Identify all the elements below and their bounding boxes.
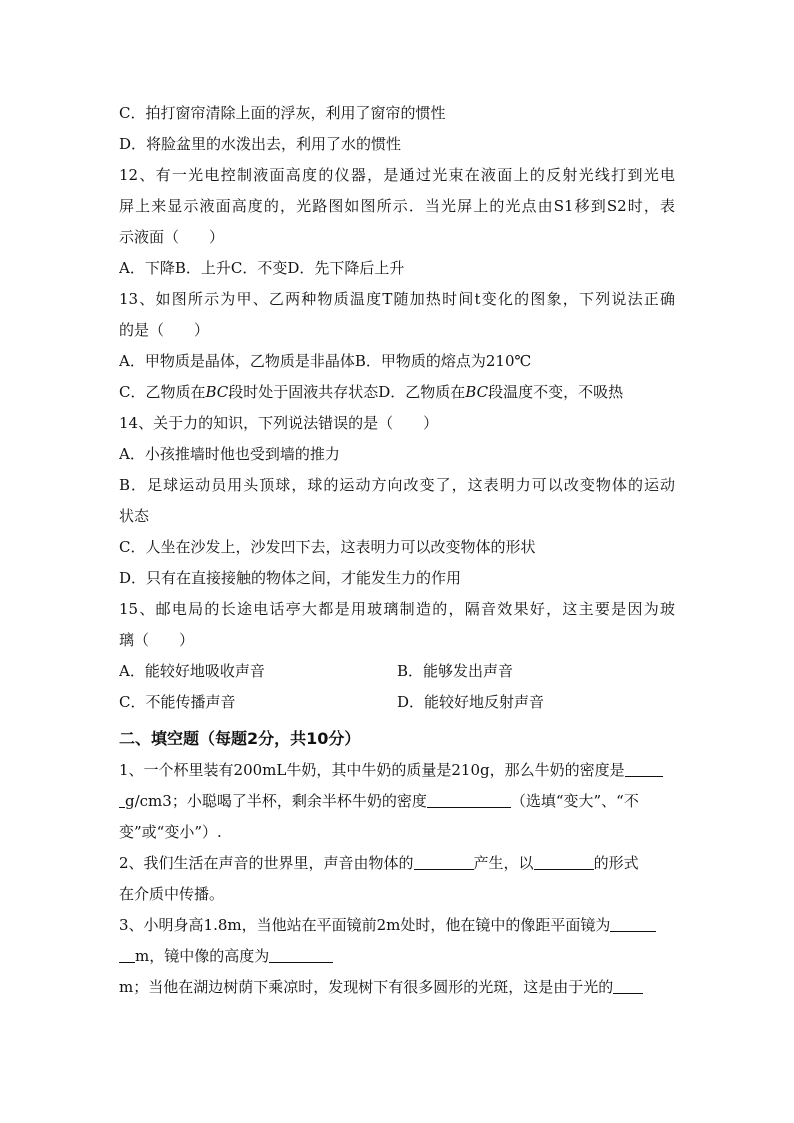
q14-stem: 14、关于力的知识，下列说法错误的是（ ） bbox=[119, 414, 439, 432]
answer-blank bbox=[613, 973, 643, 994]
answer-blank bbox=[610, 911, 656, 932]
answer-blank bbox=[269, 942, 333, 963]
q15-options-row-1 bbox=[119, 656, 675, 687]
q11-option-d: D．将脸盆里的水泼出去，利用了水的惯性 bbox=[119, 135, 402, 153]
fill1-text-1: 1、一个杯里装有200mL牛奶，其中牛奶的质量是210g，那么牛奶的密度是 bbox=[119, 761, 625, 779]
q12-stem-line-1: 12、有一光电控制液面高度的仪器，是通过光束在液面上的反射光线打到光电 bbox=[119, 166, 675, 184]
q14-option-d: D．只有在直接接触的物体之间，才能发生力的作用 bbox=[119, 569, 462, 587]
q13-option-c-middle: 段时处于固液共存状态D．乙物质在 bbox=[228, 383, 466, 401]
q13-segment-label: BC bbox=[465, 383, 489, 401]
page-content bbox=[119, 98, 675, 1003]
fill3-text-2: m，镜中像的高度为 bbox=[135, 947, 270, 965]
q13-options-ab: A．甲物质是晶体，乙物质是非晶体B．甲物质的熔点为210℃ bbox=[119, 352, 532, 370]
fill3-line-3 bbox=[119, 972, 675, 1003]
fill2-line-2: 在介质中传播。 bbox=[119, 885, 225, 903]
q12-options: A．下降B．上升C．不变D．先下降后上升 bbox=[119, 259, 405, 277]
q14-option-b-line-1: B．足球运动员用头顶球，球的运动方向改变了，这表明力可以改变物体的运动 bbox=[119, 476, 675, 494]
fill2-text-1: 2、我们生活在声音的世界里，声音由物体的 bbox=[119, 854, 414, 872]
fill1-text-2: g/cm3；小聪喝了半杯，剩余半杯牛奶的密度 bbox=[125, 792, 427, 810]
q13-segment-label: BC bbox=[205, 383, 229, 401]
fill2-text-2: 产生，以 bbox=[473, 854, 534, 872]
q15-stem-line-1: 15、邮电局的长途电话亭大都是用玻璃制造的，隔音效果好，这主要是因为玻 bbox=[119, 600, 675, 618]
fill3-text-3: m；当他在湖边树荫下乘凉时，发现树下有很多圆形的光斑，这是由于光的 bbox=[119, 978, 614, 996]
fill1-line-2 bbox=[119, 786, 675, 817]
q15-option-a: A．能较好地吸收声音 bbox=[119, 662, 265, 680]
q14-option-a: A．小孩推墙时他也受到墙的推力 bbox=[119, 445, 340, 463]
fill1-line-3: 变”或“变小”）. bbox=[119, 823, 222, 841]
fill3-line-2 bbox=[119, 941, 675, 972]
answer-blank bbox=[119, 942, 135, 963]
q14-option-c: C．人坐在沙发上，沙发凹下去，这表明力可以改变物体的形状 bbox=[119, 538, 536, 556]
answer-blank bbox=[414, 849, 474, 870]
q15-options-row-2 bbox=[119, 687, 675, 718]
fill2-line-1 bbox=[119, 848, 675, 879]
q13-stem-line-2: 的是（ ） bbox=[119, 321, 210, 339]
q15-option-b: B．能够发出声音 bbox=[397, 662, 514, 680]
q13-option-c-prefix: C．乙物质在 bbox=[119, 383, 206, 401]
q12-stem-line-2: 屏上来显示液面高度的，光路图如图所示．当光屏上的光点由S1移到S2时，表 bbox=[119, 197, 675, 215]
fill3-line-1 bbox=[119, 910, 675, 941]
fill1-line-1 bbox=[119, 755, 675, 786]
fill2-text-3: 的形式 bbox=[593, 854, 639, 872]
q14-option-b-line-2: 状态 bbox=[119, 507, 150, 525]
answer-blank bbox=[625, 756, 663, 777]
q11-option-c: C．拍打窗帘清除上面的浮灰，利用了窗帘的惯性 bbox=[119, 104, 446, 122]
section-heading: 二、填空题（每题2分，共10分） bbox=[119, 729, 361, 748]
q15-stem-line-2: 璃（ ） bbox=[119, 631, 195, 649]
q12-stem-line-3: 示液面（ ） bbox=[119, 228, 225, 246]
q13-options-cd bbox=[119, 377, 675, 408]
q13-stem-line-1: 13、如图所示为甲、乙两种物质温度T随加热时间t变化的图象，下列说法正确 bbox=[119, 290, 675, 308]
answer-blank bbox=[427, 787, 511, 808]
fill3-text-1: 3、小明身高1.8m，当他站在平面镜前2m处时，他在镜中的像距平面镜为 bbox=[119, 916, 611, 934]
q15-option-c: C．不能传播声音 bbox=[119, 693, 236, 711]
answer-blank bbox=[534, 849, 594, 870]
q15-option-d: D．能较好地反射声音 bbox=[397, 693, 545, 711]
fill1-text-3: （选填“变大”、“不 bbox=[510, 792, 639, 810]
q13-option-d-suffix: 段温度不变，不吸热 bbox=[488, 383, 624, 401]
